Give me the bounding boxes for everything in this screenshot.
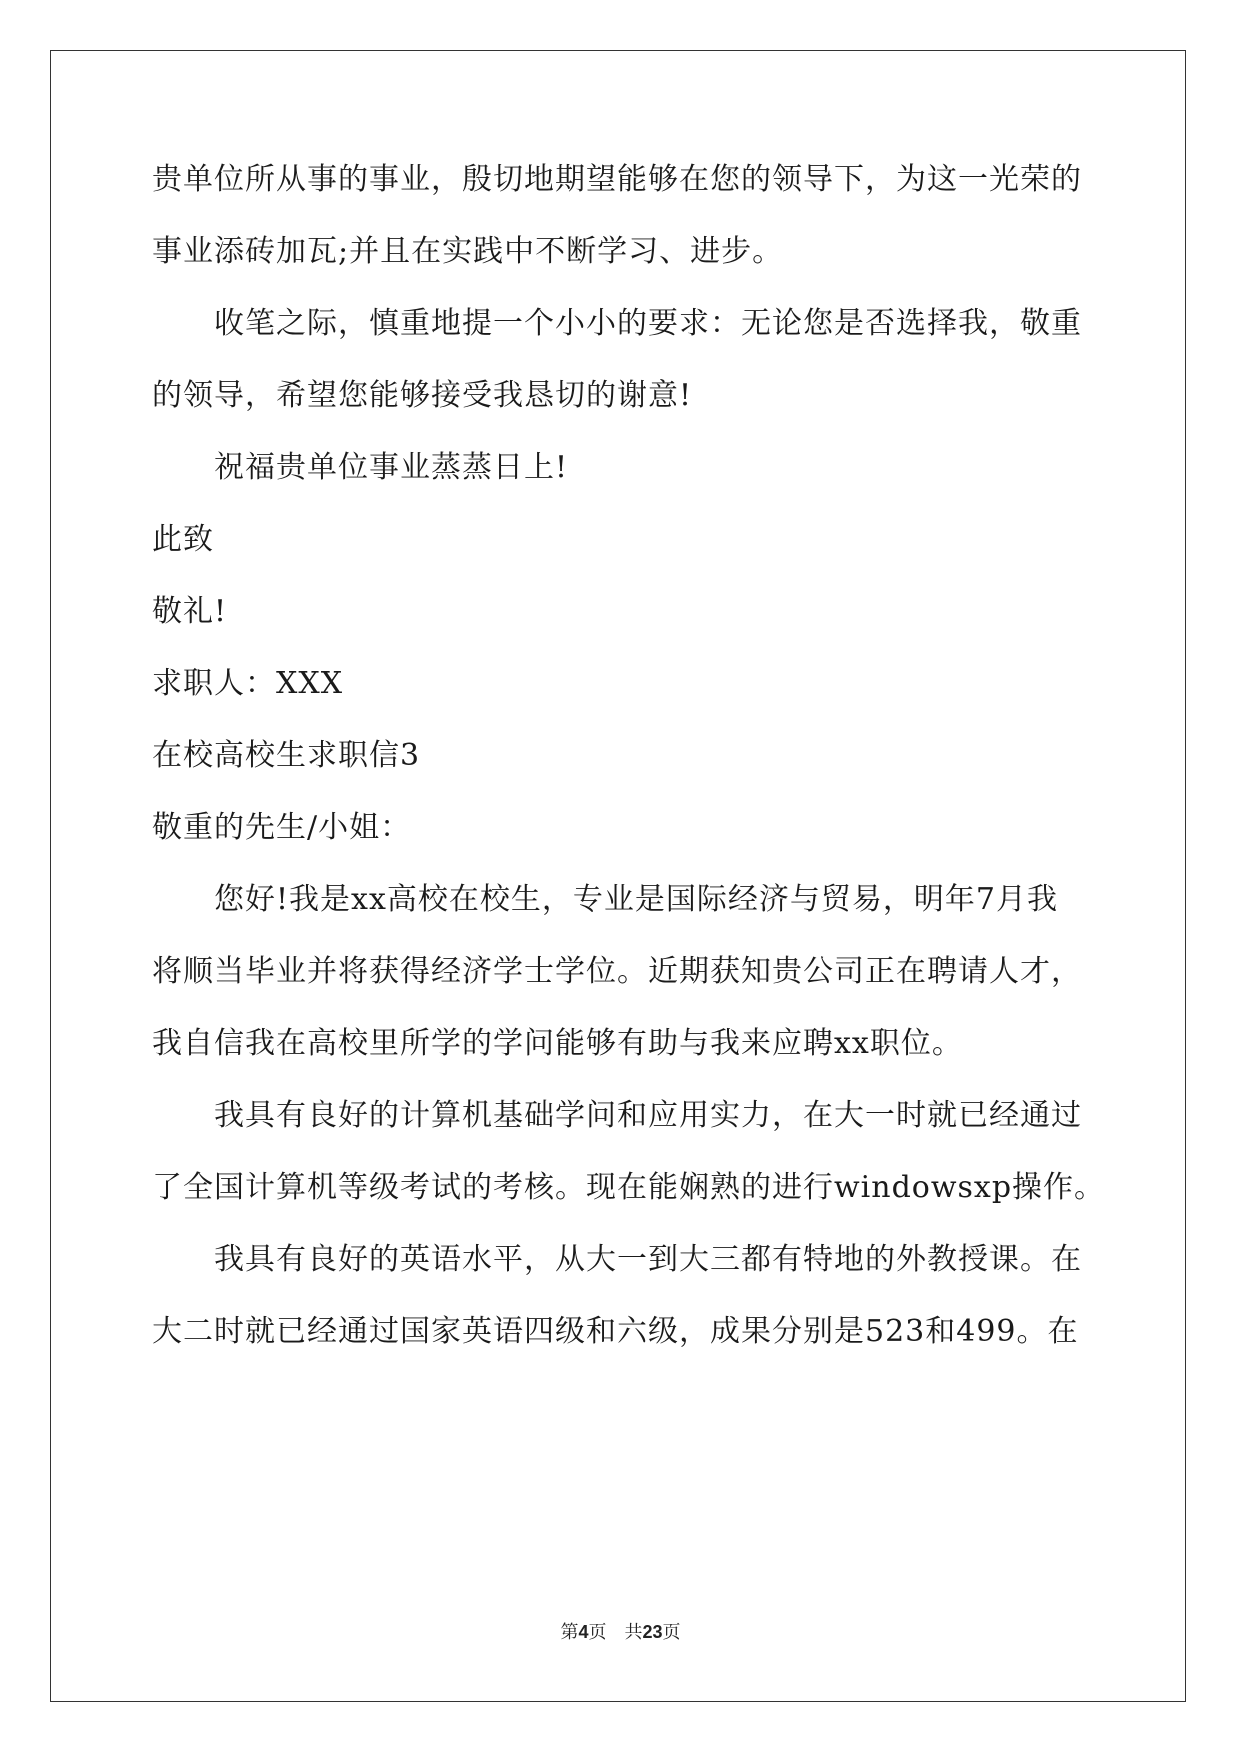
footer-suffix: 页 [662,1622,681,1643]
text-line: 我具有良好的英语水平，从大一到大三都有特地的外教授课。在 [214,1242,1082,1277]
section-heading: 在校高校生求职信3 [152,738,421,773]
footer-mid: 页 共 [588,1622,643,1643]
text-line: 我具有良好的计算机基础学问和应用实力，在大一时就已经通过 [214,1098,1082,1133]
footer-prefix: 第 [560,1622,579,1643]
text-line: 事业添砖加瓦;并且在实践中不断学习、进步。 [152,234,784,269]
text-line: 将顺当毕业并将获得经济学士学位。近期获知贵公司正在聘请人才， [152,954,1082,989]
text-line: 此致 [152,522,214,557]
text-line: 的领导，希望您能够接受我恳切的谢意! [152,378,693,413]
text-line: 大二时就已经通过国家英语四级和六级，成果分别是523和499。在 [152,1314,1079,1349]
text-line: 祝福贵单位事业蒸蒸日上! [214,450,569,485]
text-line: 敬礼! [152,594,228,629]
page-border [50,50,1186,1702]
text-line: 贵单位所从事的事业，殷切地期望能够在您的领导下，为这一光荣的 [152,162,1082,197]
text-line: 了全国计算机等级考试的考核。现在能娴熟的进行windowsxp操作。 [152,1170,1106,1205]
text-line: 您好!我是xx高校在校生，专业是国际经济与贸易，明年7月我 [214,882,1058,917]
salutation: 敬重的先生/小姐： [152,810,412,845]
text-line: 收笔之际，慎重地提一个小小的要求：无论您是否选择我，敬重 [214,306,1082,341]
text-line: 我自信我在高校里所学的学问能够有助与我来应聘xx职位。 [152,1026,963,1061]
page-footer [0,1618,1241,1644]
current-page-number: 4 [578,1622,589,1642]
total-page-count: 23 [642,1622,663,1642]
text-line: 求职人：XXX [152,666,344,701]
